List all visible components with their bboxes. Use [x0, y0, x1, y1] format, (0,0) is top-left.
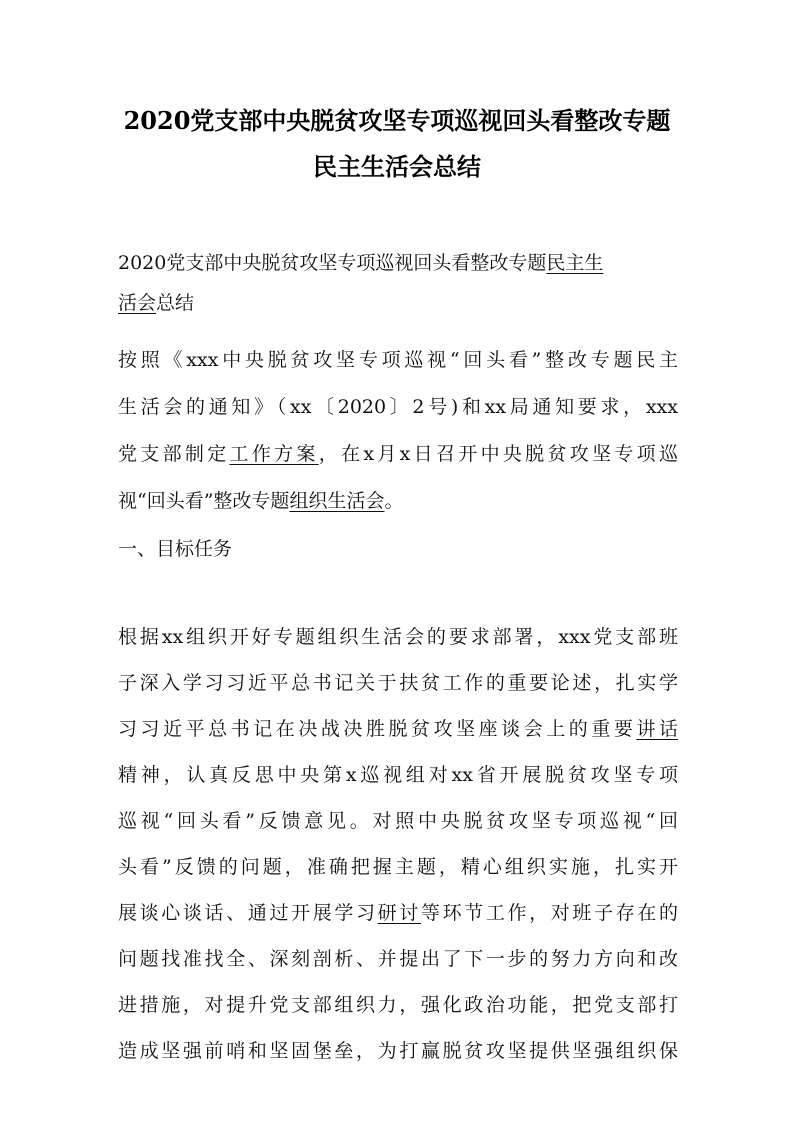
paragraph-line: 根据xx组织开好专题组织生活会的要求部署，xxx党支部班: [118, 626, 678, 648]
paragraph-line: 展谈心谈话、通过开展学习研讨等环节工作，对班子存在的: [118, 902, 678, 924]
paragraph-line: 头看”反馈的问题，准确把握主题，精心组织实施，扎实开: [118, 856, 678, 878]
paragraph-line: 生活会的通知》（xx〔2020〕2号)和xx局通知要求，xxx: [118, 396, 678, 418]
document-title: [100, 98, 694, 190]
subtitle-line-1: 2020党支部中央脱贫攻坚专项巡视回头看整改专题民主生: [118, 252, 604, 274]
paragraph-line: 造成坚强前哨和坚固堡垒，为打赢脱贫攻坚提供坚强组织保: [118, 1040, 678, 1062]
paragraph-line: 习习近平总书记在决战决胜脱贫攻坚座谈会上的重要讲话: [118, 718, 678, 740]
section-heading-text: 一、目标任务: [118, 538, 233, 560]
link-democratic-life-cont[interactable]: 活会: [118, 292, 157, 314]
link-democratic-life[interactable]: 民主生: [546, 252, 604, 274]
paragraph-line: 按照《xxx中央脱贫攻坚专项巡视“回头看”整改专题民主: [118, 349, 678, 371]
paragraph-line: 党支部制定工作方案，在x月x日召开中央脱贫攻坚专项巡: [118, 443, 678, 465]
link-research[interactable]: 研讨: [377, 902, 421, 924]
paragraph-line: 子深入学习习近平总书记关于扶贫工作的重要论述，扎实学: [118, 672, 678, 694]
link-work-plan[interactable]: 工作方案: [229, 443, 319, 465]
title-line-2: 民主生活会总结: [313, 152, 481, 181]
subtitle-line-2: 活会总结: [118, 292, 195, 314]
title-line-1: 2020党支部中央脱贫攻坚专项巡视回头看整改专题: [123, 106, 671, 135]
link-speech[interactable]: 讲话: [636, 718, 678, 740]
paragraph-line: 问题找准找全、深刻剖析、并提出了下一步的努力方向和改: [118, 948, 678, 970]
paragraph-line: 视“回头看”整改专题组织生活会。: [118, 490, 404, 512]
paragraph-line: 进措施，对提升党支部组织力，强化政治功能，把党支部打: [118, 994, 678, 1016]
paragraph-line: 巡视“回头看”反馈意见。对照中央脱贫攻坚专项巡视“回: [118, 810, 678, 832]
link-organization-life[interactable]: 组织生活会: [289, 490, 385, 512]
paragraph-line: 精神，认真反思中央第x巡视组对xx省开展脱贫攻坚专项: [118, 764, 678, 786]
